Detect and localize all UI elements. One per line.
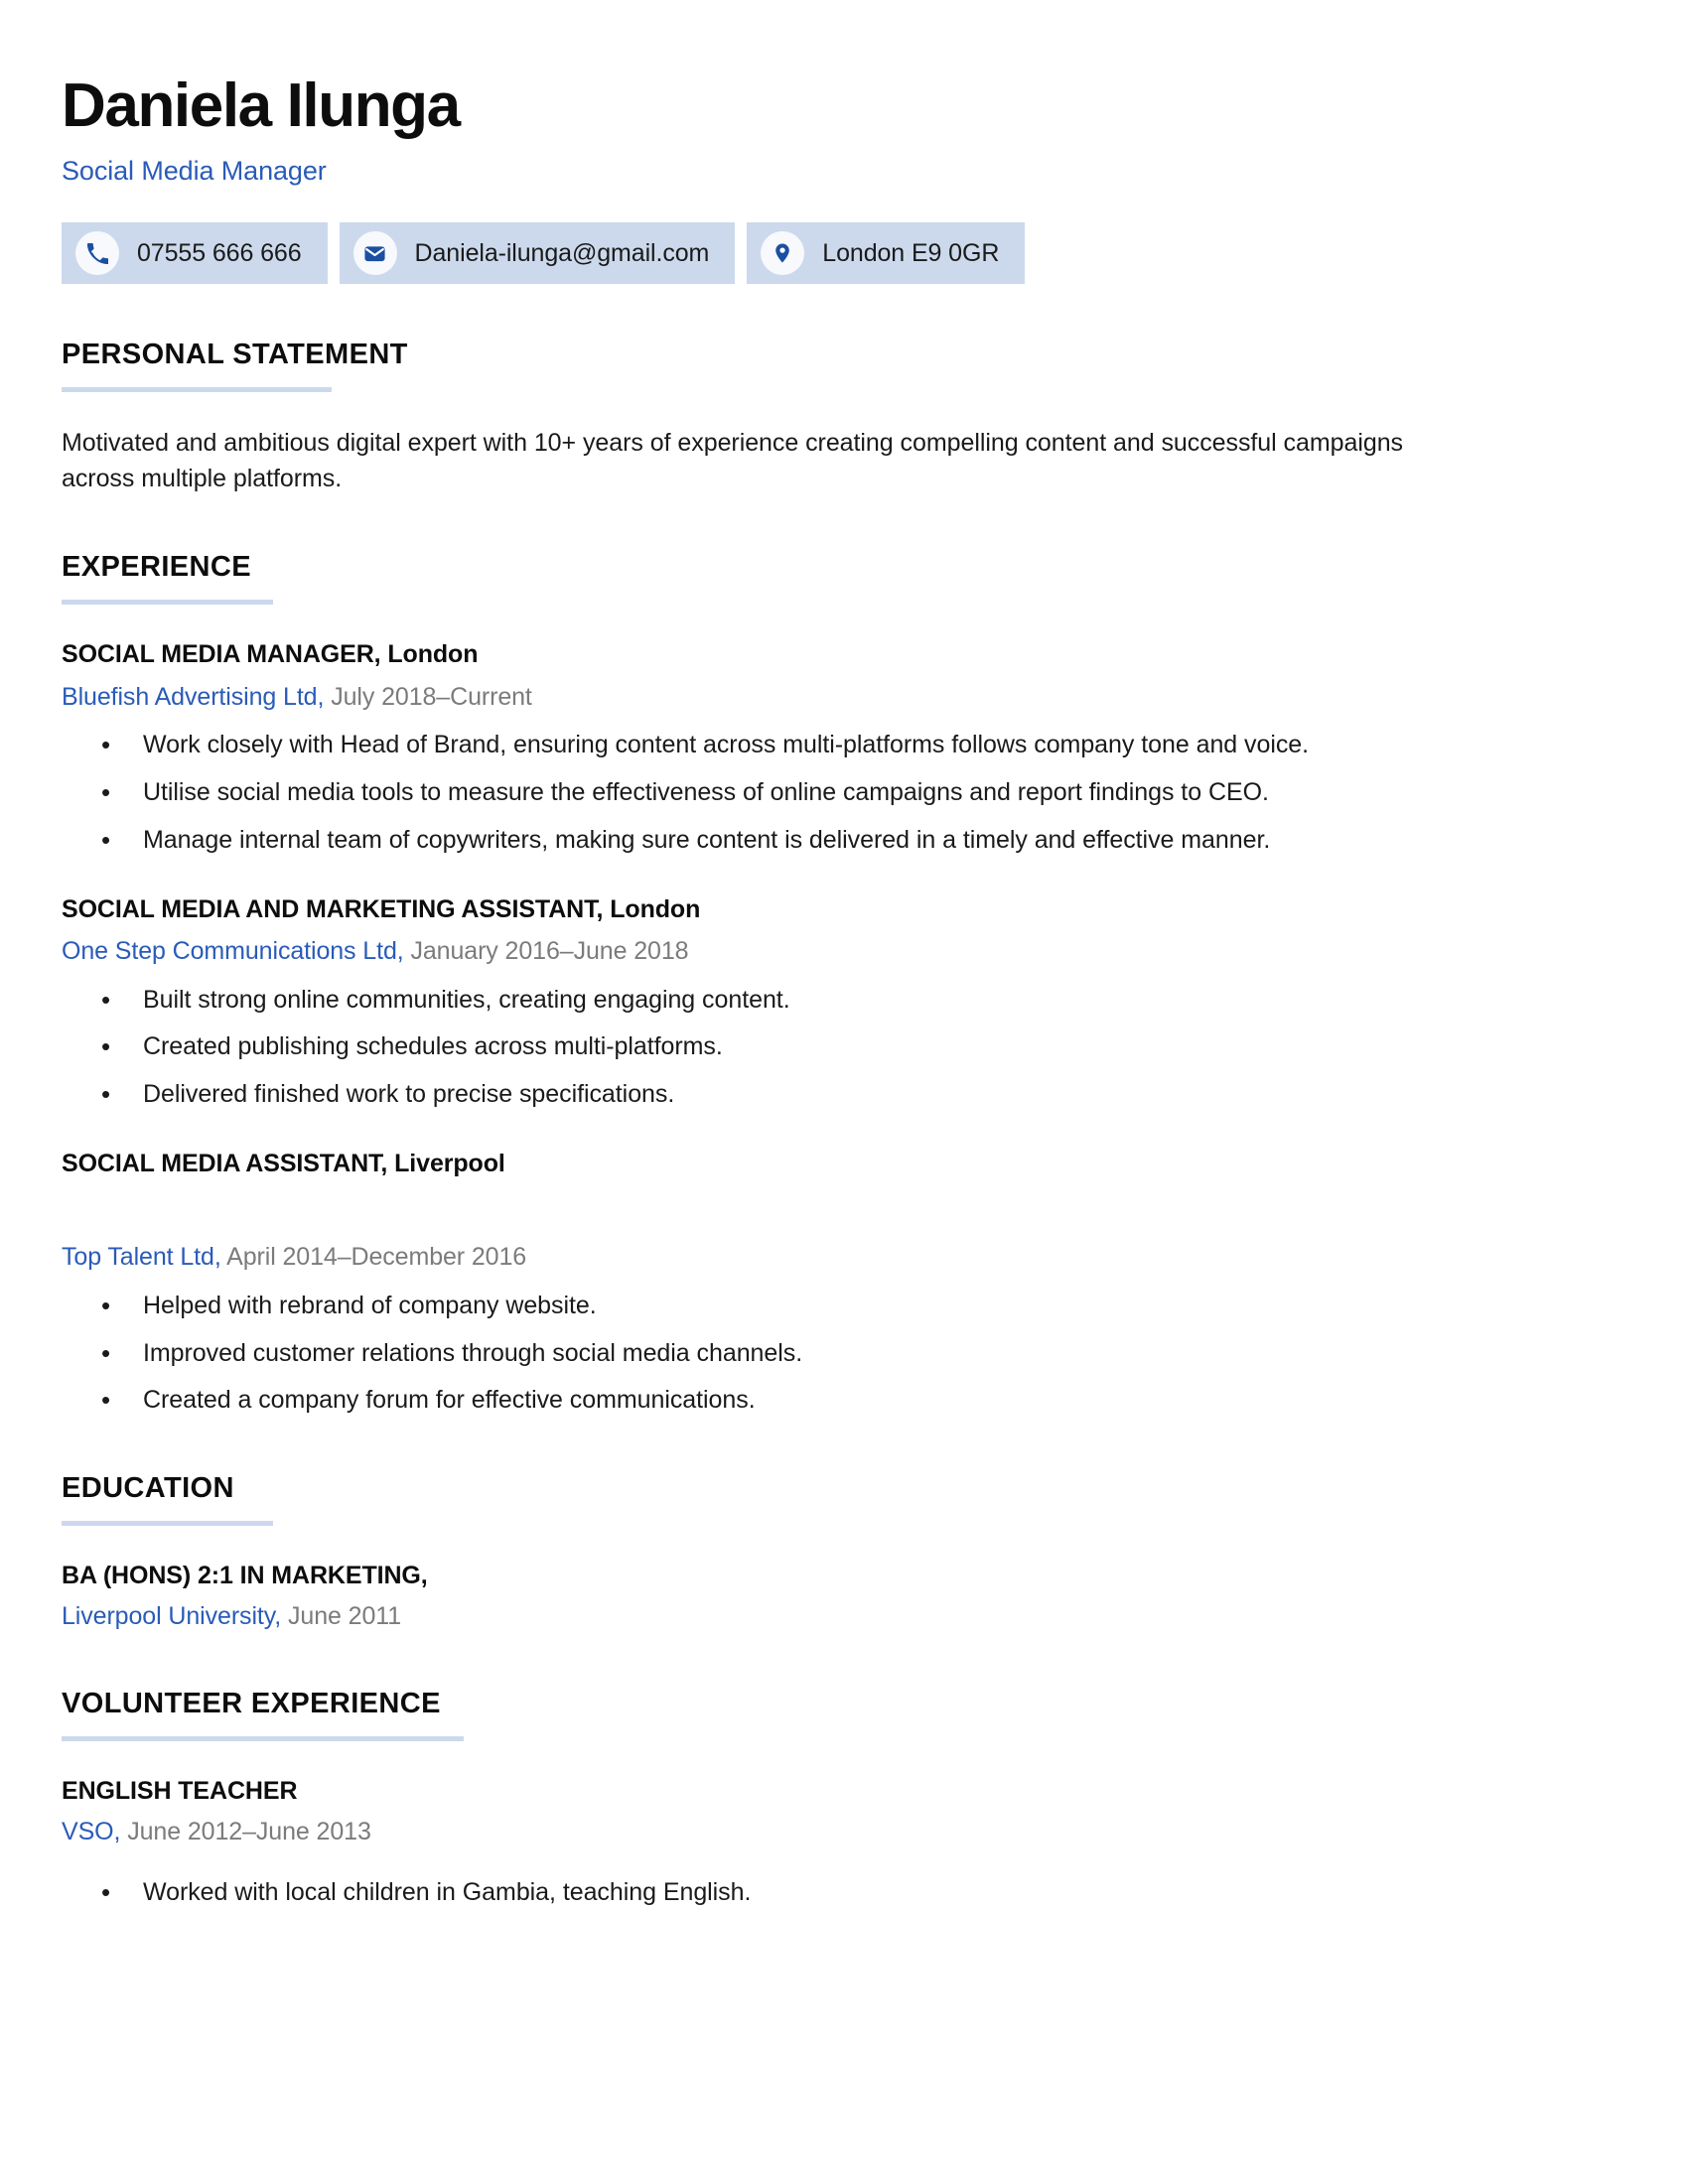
education-org-and-dates — [62, 1600, 1470, 1633]
list-item: • Built strong online communities, creating engaging content. — [62, 984, 1470, 1018]
list-item: • Improved customer relations through social media channels. — [62, 1337, 1470, 1371]
contact-bar — [62, 222, 1470, 284]
section-heading-volunteer-experience: VOLUNTEER EXPERIENCE — [62, 1687, 441, 1719]
list-item: • Helped with rebrand of company website. — [62, 1290, 1470, 1323]
list-item: • Created a company forum for effective communications. — [62, 1384, 1470, 1418]
section-volunteer-experience — [62, 1689, 1470, 1910]
section-experience — [62, 552, 1470, 1418]
personal-statement-text: Motivated and ambitious digital expert with 10+ years of experience creating compelling content and successful campaigns across multiple platforms. — [62, 429, 1404, 492]
job-title-subtitle: Social Media Manager — [62, 156, 327, 187]
section-divider — [62, 600, 273, 605]
volunteer-org-and-dates — [62, 1816, 1470, 1848]
phone-icon — [75, 231, 119, 275]
education-entry — [62, 1560, 1470, 1633]
contact-chip-location[interactable] — [747, 222, 1025, 284]
section-heading-experience: EXPERIENCE — [62, 551, 251, 584]
list-item: • Work closely with Head of Brand, ensuring content across multi-platforms follows company tone and voice. — [62, 729, 1470, 762]
volunteer-bullet-list — [62, 1876, 1470, 1910]
section-divider — [62, 387, 332, 392]
list-item: • Created publishing schedules across multi-platforms. — [62, 1030, 1470, 1064]
list-item: • Utilise social media tools to measure the effectiveness of online campaigns and report findings to CEO. — [62, 776, 1470, 810]
job-bullet-list — [62, 729, 1470, 857]
experience-entry — [62, 893, 1470, 1112]
employer-name: Bluefish Advertising Ltd, — [62, 682, 325, 711]
job-org-and-dates — [62, 935, 1470, 968]
employer-name: Top Talent Ltd, — [62, 1243, 221, 1272]
job-title-heading: SOCIAL MEDIA MANAGER, London — [62, 640, 479, 669]
job-bullet-list — [62, 984, 1470, 1112]
experience-entry — [62, 638, 1470, 857]
page-title: Daniela Ilunga — [62, 71, 460, 140]
education-dates: June 2011 — [288, 1602, 402, 1631]
institution-name: Liverpool University, — [62, 1602, 282, 1631]
email-address-text: Daniela-ilunga@gmail.com — [414, 238, 710, 267]
job-title-heading: SOCIAL MEDIA ASSISTANT, Liverpool — [62, 1149, 505, 1177]
job-title-heading: SOCIAL MEDIA AND MARKETING ASSISTANT, London — [62, 894, 701, 923]
location-text: London E9 0GR — [822, 238, 1000, 267]
section-personal-statement — [62, 340, 1470, 496]
job-org-and-dates — [62, 1241, 1470, 1274]
employment-dates: July 2018–Current — [331, 682, 532, 711]
degree-heading: BA (HONS) 2:1 IN MARKETING, — [62, 1561, 428, 1589]
experience-entry — [62, 1148, 1470, 1418]
contact-chip-phone[interactable] — [62, 222, 328, 284]
volunteer-role-heading: ENGLISH TEACHER — [62, 1776, 298, 1805]
employment-dates: April 2014–December 2016 — [226, 1243, 527, 1272]
list-item: • Manage internal team of copywriters, making sure content is delivered in a timely and effective manner. — [62, 824, 1470, 858]
resume-header — [62, 0, 1470, 187]
section-heading-education: EDUCATION — [62, 1472, 234, 1505]
job-org-and-dates — [62, 681, 1470, 714]
location-pin-icon — [761, 231, 804, 275]
employment-dates: January 2016–June 2018 — [410, 937, 689, 966]
list-item: • Delivered finished work to precise specifications. — [62, 1078, 1470, 1112]
volunteer-dates: June 2012–June 2013 — [127, 1818, 371, 1846]
section-heading-personal-statement: PERSONAL STATEMENT — [62, 339, 408, 371]
volunteer-org-name: VSO, — [62, 1818, 121, 1846]
list-item: • Worked with local children in Gambia, teaching English. — [62, 1876, 1470, 1910]
envelope-icon — [353, 231, 397, 275]
section-divider — [62, 1736, 464, 1741]
section-education — [62, 1473, 1470, 1633]
job-bullet-list — [62, 1290, 1470, 1418]
volunteer-entry — [62, 1775, 1470, 1910]
employer-name: One Step Communications Ltd, — [62, 937, 404, 966]
phone-number-text: 07555 666 666 — [137, 238, 302, 267]
section-divider — [62, 1521, 273, 1526]
contact-chip-email[interactable] — [340, 222, 736, 284]
